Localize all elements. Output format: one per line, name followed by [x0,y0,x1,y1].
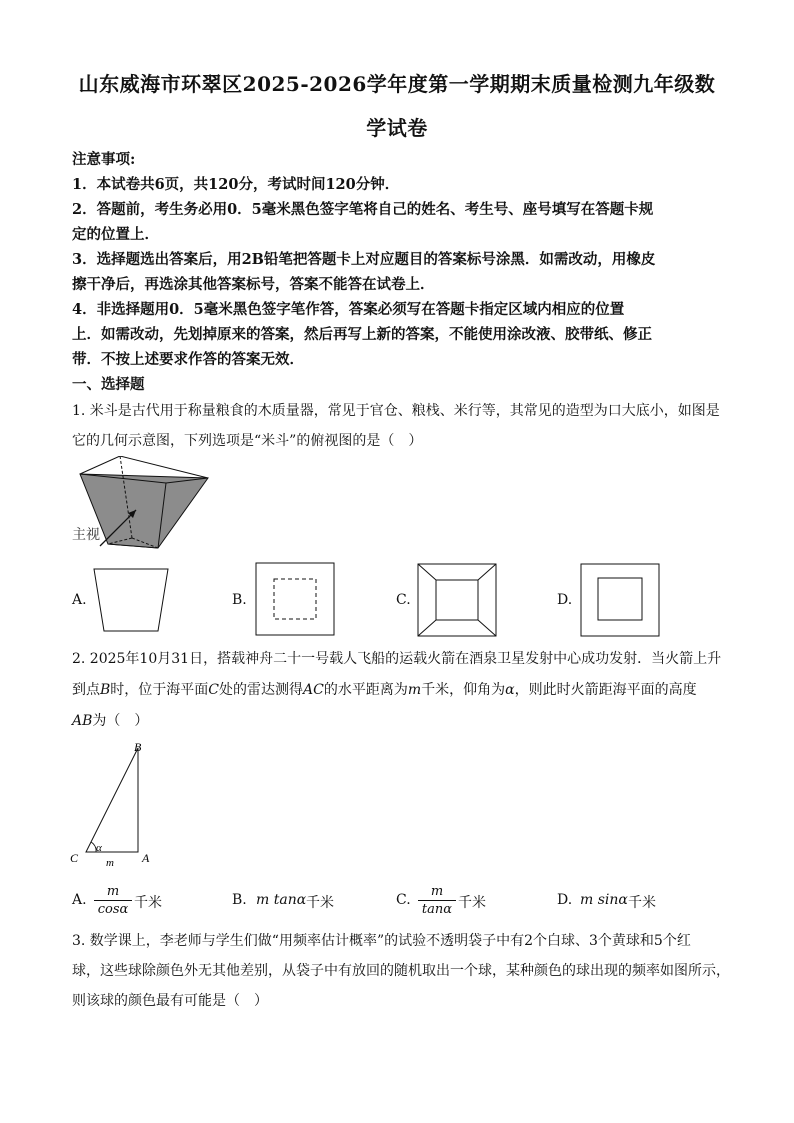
page-title-line1: 山东威海市环翠区2025-2026学年度第一学期期末质量检测九年级数 [78,72,716,96]
vertex-b-label: B [134,740,142,754]
q2-option-c-unit: 千米 [458,895,486,911]
q2-option-d-label: D. [557,892,573,908]
notice-item: 3．选择题选出答案后，用2B铅笔把答题卡上对应题目的答案标号涂黑．如需改动，用橡皮 [72,251,656,268]
option-d-label: D. [557,592,573,608]
q2-text-line3: AB为（ ） [72,713,149,729]
vertex-c-label: C [70,851,79,865]
q2-option-a-label: A. [72,892,87,908]
q2-option-c-fraction: m tanα [418,884,456,917]
option-a-label: A. [72,592,87,608]
q1-text-line2: 它的几何示意图，下列选项是“米斗”的俯视图的是（ ） [72,433,423,449]
q3-text-line3: 则该球的颜色最有可能是（ ） [72,993,268,1009]
q2-text-line2: 到点B时，位于海平面C处的雷达测得AC的水平距离为m千米，仰角为α，则此时火箭距海平面的高度 [72,682,697,698]
q3-text-line2: 球，这些球除颜色外无其他差别，从袋子中有放回的随机取出一个球，某种颜色的球出现的频率如图所示， [72,963,730,979]
notice-item: 4．非选择题用0．5毫米黑色签字笔作答，答案必须写在答题卡指定区域内相应的位置 [72,301,625,318]
option-d-square-figure [580,563,660,637]
q2-option-b-unit: 千米 [306,895,334,911]
vertex-a-label: A [142,851,150,865]
notice-heading: 注意事项: [72,151,136,168]
q2-option-b-expression: m tanα [256,892,307,908]
option-a-trapezoid-figure [92,567,170,633]
option-b-square-figure [255,562,335,636]
section-heading: 一、选择题 [72,376,145,393]
q2-option-a-fraction: m cosα [94,884,132,917]
right-triangle-figure [66,738,166,870]
notice-item: 2．答题前，考生务必用0．5毫米黑色签字笔将自己的姓名、考生号、座号填写在答题卡规 [72,201,654,218]
angle-alpha-label: α [96,842,102,854]
q2-option-b-label: B. [232,892,247,908]
q2-text-line1: 2. 2025年10月31日，搭载神舟二十一号载人飞船的运载火箭在酒泉卫星发射中心成功发射．当火箭上升 [72,651,722,667]
q2-option-d-expression: m sinα [580,892,628,908]
notice-item: 上．如需改动，先划掉原来的答案，然后再写上新的答案，不能使用涂改液、胶带纸、修正 [72,326,652,343]
q2-option-c-label: C. [396,892,411,908]
notice-item: 1．本试卷共6页，共120分，考试时间120分钟． [72,176,400,193]
notice-item: 带．不按上述要求作答的答案无效． [72,351,304,368]
option-c-frustum-figure [417,563,497,637]
q1-text-line1: 1. 米斗是古代用于称量粮食的木质量器，常见于官仓、粮栈、米行等，其常见的造型为口大底小，如图是 [72,403,720,419]
option-b-label: B. [232,592,247,608]
option-c-label: C. [396,592,411,608]
side-m-label: m [106,857,114,869]
view-direction-label: 主视 [72,527,100,543]
notice-item: 定的位置上． [72,226,159,243]
q2-option-a-unit: 千米 [134,895,162,911]
page-title-line2: 学试卷 [366,116,428,140]
q3-text-line1: 3. 数学课上，李老师与学生们做“用频率估计概率”的试验不透明袋子中有2个白球、3个黄球和5个红 [72,933,691,949]
q2-option-d-unit: 千米 [628,895,656,911]
notice-item: 擦干净后，再选涂其他答案标号，答案不能答在试卷上． [72,276,435,293]
